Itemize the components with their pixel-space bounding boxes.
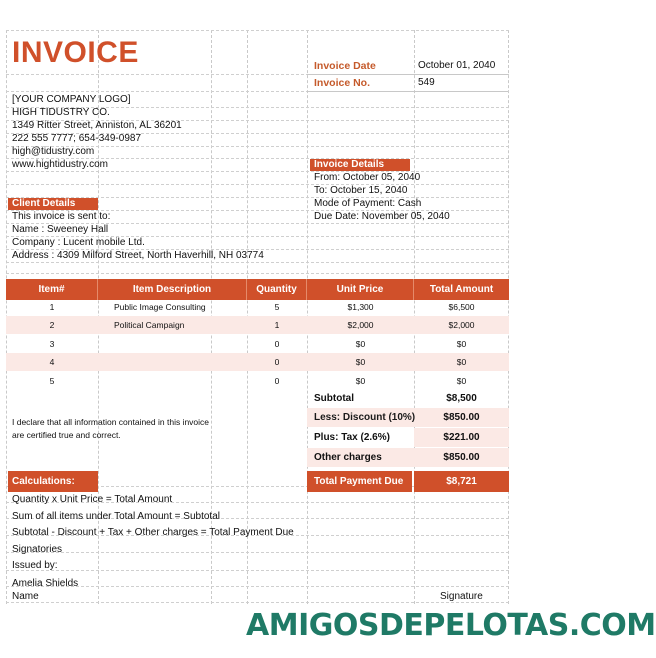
invoice-details-header: Invoice Details [310, 159, 410, 171]
col-item-number: Item# [6, 279, 98, 300]
row-quantity: 0 [274, 376, 280, 386]
total-due-value: $8,721 [414, 471, 509, 492]
col-unit-price: Unit Price [307, 279, 414, 300]
company-email: high@tidustry.com [12, 146, 95, 157]
calc-line-3: Subtotal - Discount + Tax + Other charges = Total Payment Due [12, 527, 294, 538]
row-unit-price: $2,000 [347, 320, 374, 330]
calc-line-2: Sum of all items under Total Amount = Subtotal [12, 511, 220, 522]
col-total-amount: Total Amount [429, 284, 494, 295]
tax-value: $221.00 [443, 432, 480, 443]
table-row [6, 372, 509, 390]
total-due-label: Total Payment Due [307, 471, 412, 492]
row-unit-price: $0 [355, 339, 366, 349]
invoice-from: From: October 05, 2040 [314, 172, 421, 183]
row-total: $6,500 [448, 302, 475, 312]
row-description [114, 353, 254, 371]
table-row [6, 353, 509, 371]
col-quantity: Quantity [247, 279, 307, 300]
due-date: Due Date: November 05, 2040 [314, 211, 450, 222]
company-phone: 222 555 7777; 654-349-0987 [12, 133, 142, 144]
client-name: Name : Sweeney Hall [12, 224, 109, 235]
row-total: $0 [456, 376, 467, 386]
items-table-header [6, 279, 509, 300]
invoice-date-value: October 01, 2040 [418, 60, 496, 71]
invoice-title: INVOICE [12, 36, 139, 69]
company-name: HIGH TIDUSTRY CO. [12, 107, 110, 118]
payment-mode: Mode of Payment: Cash [314, 198, 422, 209]
row-item: 1 [49, 302, 55, 312]
company-website: www.hightidustry.com [12, 159, 108, 170]
table-row [6, 316, 509, 334]
row-quantity: 1 [274, 320, 280, 330]
calc-line-1: Quantity x Unit Price = Total Amount [12, 494, 173, 505]
row-total: $2,000 [448, 320, 475, 330]
row-quantity: 0 [274, 357, 280, 367]
row-unit-price: $1,300 [347, 302, 374, 312]
col-item-description: Item Description [98, 279, 247, 300]
declaration-line-2: are certified true and correct. [12, 430, 121, 440]
other-charges-label: Other charges [314, 452, 382, 463]
company-street: 1349 Ritter Street, Anniston, AL 36201 [12, 120, 182, 131]
other-charges-value: $850.00 [443, 452, 480, 463]
row-description [114, 372, 254, 390]
invoice-sheet [6, 30, 509, 604]
watermark-brand: AMIGOSDEPELOTAS.COM [246, 608, 656, 643]
row-quantity: 5 [274, 302, 280, 312]
invoice-no-value: 549 [418, 77, 435, 88]
declaration-line-1: I declare that all information contained in this invoice [12, 417, 210, 427]
row-unit-price: $0 [355, 357, 366, 367]
row-total: $0 [456, 357, 467, 367]
issued-by-label: Issued by: [12, 560, 58, 571]
signatories-header: Signatories [12, 544, 63, 555]
client-address: Address : 4309 Milford Street, North Haverhill, NH 03774 [12, 250, 264, 261]
subtotal-value: $8,500 [446, 393, 477, 404]
row-item: 3 [49, 339, 55, 349]
row-total: $0 [456, 339, 467, 349]
row-description: Political Campaign [114, 320, 185, 330]
discount-value: $850.00 [443, 412, 480, 423]
row-unit-price: $0 [355, 376, 366, 386]
tax-label: Plus: Tax (2.6%) [314, 432, 390, 443]
subtotal-label: Subtotal [314, 393, 354, 404]
row-quantity: 0 [274, 339, 280, 349]
row-description: Public Image Consulting [114, 302, 206, 312]
invoice-no-label: Invoice No. [314, 77, 371, 89]
table-row [6, 298, 509, 316]
invoice-to: To: October 15, 2040 [314, 185, 408, 196]
calculations-header: Calculations: [8, 471, 98, 492]
client-sent-to: This invoice is sent to: [12, 211, 111, 222]
signature-label: Signature [440, 591, 483, 602]
invoice-date-label: Invoice Date [314, 60, 376, 72]
signer-name: Amelia Shields [12, 578, 79, 589]
company-logo-placeholder: [YOUR COMPANY LOGO] [12, 94, 131, 105]
client-company: Company : Lucent mobile Ltd. [12, 237, 145, 248]
client-details-header: Client Details [8, 198, 98, 210]
discount-label: Less: Discount (10%) [314, 412, 416, 423]
row-description [114, 335, 254, 353]
name-label: Name [12, 591, 39, 602]
row-item: 2 [49, 320, 55, 330]
row-item: 5 [49, 376, 55, 386]
row-item: 4 [49, 357, 55, 367]
table-row [6, 335, 509, 353]
